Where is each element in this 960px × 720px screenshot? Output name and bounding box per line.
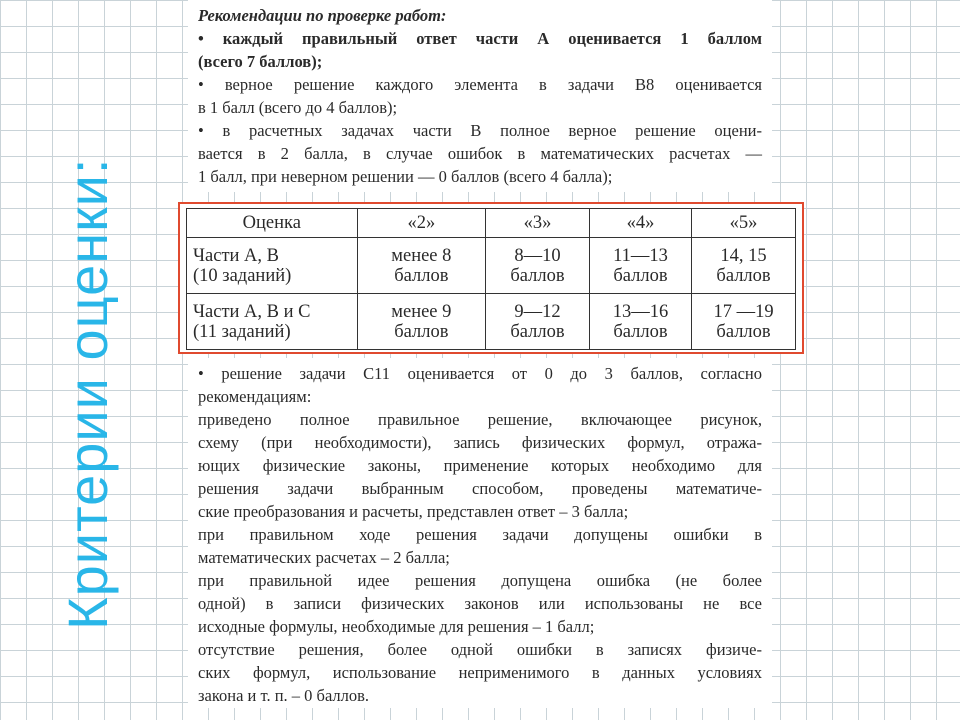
- cell-line: 9—12: [514, 301, 561, 322]
- cell-line: баллов: [510, 321, 565, 342]
- grading-table: [186, 208, 796, 350]
- criterion-2-points: при правильном ходе решения задачи допущены ошибки в математических расчетах – 2 балла;: [198, 525, 762, 567]
- table-cell: [589, 294, 691, 350]
- cell-line: менее 9: [391, 301, 452, 322]
- table-cell: [589, 238, 691, 294]
- rule-task-b8: • верное решение каждого элемента в задачи В8 оценивается в 1 балл (всего до 4 баллов);: [198, 75, 762, 117]
- cell-line: 17 —19: [713, 301, 774, 322]
- cell-line: 14, 15: [720, 245, 767, 266]
- table-header-row: [187, 209, 796, 238]
- cell-line: баллов: [613, 321, 668, 342]
- cell-line: Части А, В: [193, 245, 280, 266]
- grading-table-frame: [178, 202, 804, 354]
- rule-task-c11: • решение задачи С11 оценивается от 0 до 3 баллов, согласно рекомендациям:: [198, 364, 762, 406]
- cell-line: Части А, В и С: [193, 301, 311, 322]
- header-cell: «4»: [589, 209, 691, 238]
- cell-line: баллов: [510, 265, 565, 286]
- cell-line: баллов: [716, 321, 771, 342]
- criterion-1-point: при правильной идее решения допущена ошибка (не более одной) в записи физических законов или использованы не все исходные формулы, необходимые для решения – 1 балл;: [198, 571, 762, 636]
- rule-part-b: • в расчетных задачах части В полное верное решение оцени- вается в 2 балла, в случае ошибок в математических расчетах — 1 балл, при неверном решении — 0 баллов (всего 4 балла);: [198, 121, 762, 186]
- table-cell: [692, 238, 796, 294]
- slide-title: Критерии оценки:: [56, 157, 119, 630]
- table-row: [187, 294, 796, 350]
- cell-line: баллов: [394, 265, 449, 286]
- cell-line: (11 заданий): [193, 321, 291, 342]
- cell-line: 13—16: [612, 301, 669, 322]
- criterion-0-points: отсутствие решения, более одной ошибки в записях физиче- ских формул, использование неприменимого в данных условиях закона и т. п. – 0 баллов.: [198, 640, 762, 705]
- cell-line: баллов: [716, 265, 771, 286]
- header-cell: «2»: [357, 209, 485, 238]
- table-cell: [692, 294, 796, 350]
- cell-line: (10 заданий): [193, 265, 292, 286]
- table-cell: [486, 294, 590, 350]
- recommendations-top: [188, 0, 772, 192]
- header-cell: «3»: [486, 209, 590, 238]
- cell-line: 11—13: [613, 245, 668, 266]
- recommendations-bottom: [188, 358, 772, 708]
- table-cell: [486, 238, 590, 294]
- header-cell: Оценка: [187, 209, 358, 238]
- header-cell: «5»: [692, 209, 796, 238]
- criterion-3-points: приведено полное правильное решение, включающее рисунок, схему (при необходимости), запись физических формул, отража- ющих физические законы, применение которых необходимо для решения задачи выбранным способом, проведены математиче- ские преобразования и расчеты, представлен ответ – 3 балла;: [198, 410, 762, 521]
- cell-line: менее 8: [391, 245, 452, 266]
- table-cell: [187, 238, 358, 294]
- table-cell: [187, 294, 358, 350]
- cell-line: баллов: [394, 321, 449, 342]
- table-row: [187, 238, 796, 294]
- cell-line: 8—10: [514, 245, 561, 266]
- table-cell: [357, 294, 485, 350]
- recommendations-heading: Рекомендации по проверке работ:: [198, 6, 447, 25]
- rule-part-a: • каждый правильный ответ части А оценивается 1 баллом (всего 7 баллов);: [198, 29, 762, 71]
- cell-line: баллов: [613, 265, 668, 286]
- table-cell: [357, 238, 485, 294]
